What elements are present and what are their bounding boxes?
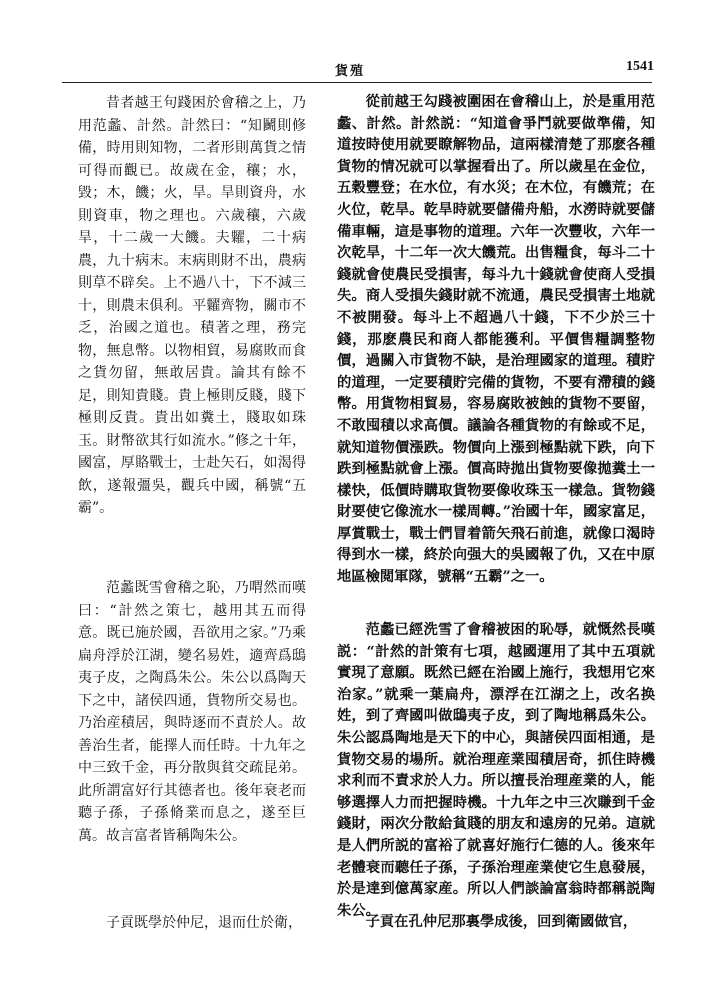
translation-paragraph-1: 從前越王勾踐被圍困在會稽山上，於是重用范蠡、計然。計然説：“知道會爭鬥就要做準備，知道按時使用就要瞭解物品，這兩樣清楚了那麽各種貨物的情况就可以掌握看出了。所以歲星在金位，五穀豐登；在水位，有水災；在木位，有饑荒；在火位，乾旱。乾旱時就要儲備舟船，水澇時就要儲備車輛，這是事物的道理。六年一次豐收，六年一次乾旱，十二年一次大饑荒。出售糧食，每斗二十錢就會使農民受損害，每斗九十錢就會使商人受損失。商人受損失錢財就不流通，農民受損害土地就不被開發。每斗上不超過八十錢，下不少於三十錢，那麽農民和商人都能獲利。平價售糧調整物價，過關入市貨物不缺，是治理國家的道理。積貯的道理，一定要積貯完備的貨物，不要有滯積的錢幣。用貨物相貿易，容易腐敗被蝕的貨物不要留，不敢囤積以求高價。議論各種貨物的有餘或不足，就知道物價漲跌。物價向上漲到極點就下跌，向下跌到極點就會上漲。價高時拋出貨物要像拋糞土一樣快，低價時購取貨物要像收珠玉一樣急。貨物錢財要使它像流水一樣周轉。”治國十年，國家富足，厚賞戰士，戰士們冒着箭矢飛石前進，就像口渴時得到水一樣，終於向强大的吳國報了仇，又在中原地區檢閲軍隊，號稱“五霸”之一。 xyxy=(337,94,655,586)
classical-paragraph-1: 昔者越王句踐困於會稽之上，乃用范蠡、計然。計然曰：“知鬭則修備，時用則知物，二者形則萬貨之情可得而觀已。故歲在金，穰；水，毀；木，饑；火，旱。旱則資舟，水則資車，物之理也。六歲穰，六歲旱，十二歲一大饑。夫糶，二十病農，九十病末。末病則財不出，農病則草不辟矣。上不過八十，下不減三十，則農末俱利。平糶齊物，關市不乏，治國之道也。積著之理，務完物，無息幣。以物相貿，易腐敗而食之貨勿留，無敢居貴。論其有餘不足，則知貴賤。貴上極則反賤，賤下極則反貴。貴出如糞土，賤取如珠玉。財幣欲其行如流水。”修之十年，國富，厚賂戰士，士赴矢石，如渴得飲，遂報彊吳，觀兵中國，稱號“五霸”。 xyxy=(78,95,306,516)
classical-paragraph-3: 子貢既學於仲尼，退而仕於衛， xyxy=(106,915,302,931)
page-number: 1541 xyxy=(626,59,654,74)
translation-paragraph-2: 范蠡已經洗雪了會稽被困的恥辱，就慨然長嘆説：“計然的計策有七項，越國運用了其中五項就實現了意願。既然已經在治國上施行，我想用它來治家。”就乘一葉扁舟，漂浮在江湖之上，改名换姓，到了齊國叫做鴟夷子皮，到了陶地稱爲朱公。朱公認爲陶地是天下的中心，與諸侯四面相通，是貨物交易的場所。就治理産業囤積居奇，抓住時機求利而不責求於人力。所以擅長治理産業的人，能够選擇人力而把握時機。十九年之中三次賺到千金錢財，兩次分散給貧賤的朋友和遠房的兄弟。這就是人們所説的富裕了就喜好施行仁德的人。後來年老體衰而聽任子孫，子孫治理産業使它生息發展，於是達到億萬家産。所以人們談論富翁時都稱説陶朱公。 xyxy=(337,622,655,919)
translation-paragraph-3: 子貢在孔仲尼那裏學成後，回到衛國做官， xyxy=(365,914,638,930)
running-title: 貨殖 xyxy=(335,64,366,79)
header-rule xyxy=(62,82,652,83)
classical-paragraph-2: 范蠡既雪會稽之恥，乃喟然而嘆曰：“計然之策七，越用其五而得意。既已施於國，吾欲用之家。”乃乘扁舟浮於江湖，變名易姓，適齊爲鴟夷子皮，之陶爲朱公。朱公以爲陶天下之中，諸侯四通，貨物所交易也。乃治産積居，與時逐而不責於人。故善治生者，能擇人而任時。十九年之中三致千金，再分散與貧交疏昆弟。此所謂富好行其德者也。後年衰老而聽子孫，子孫脩業而息之，遂至巨萬。故言富者皆稱陶朱公。 xyxy=(78,580,306,844)
